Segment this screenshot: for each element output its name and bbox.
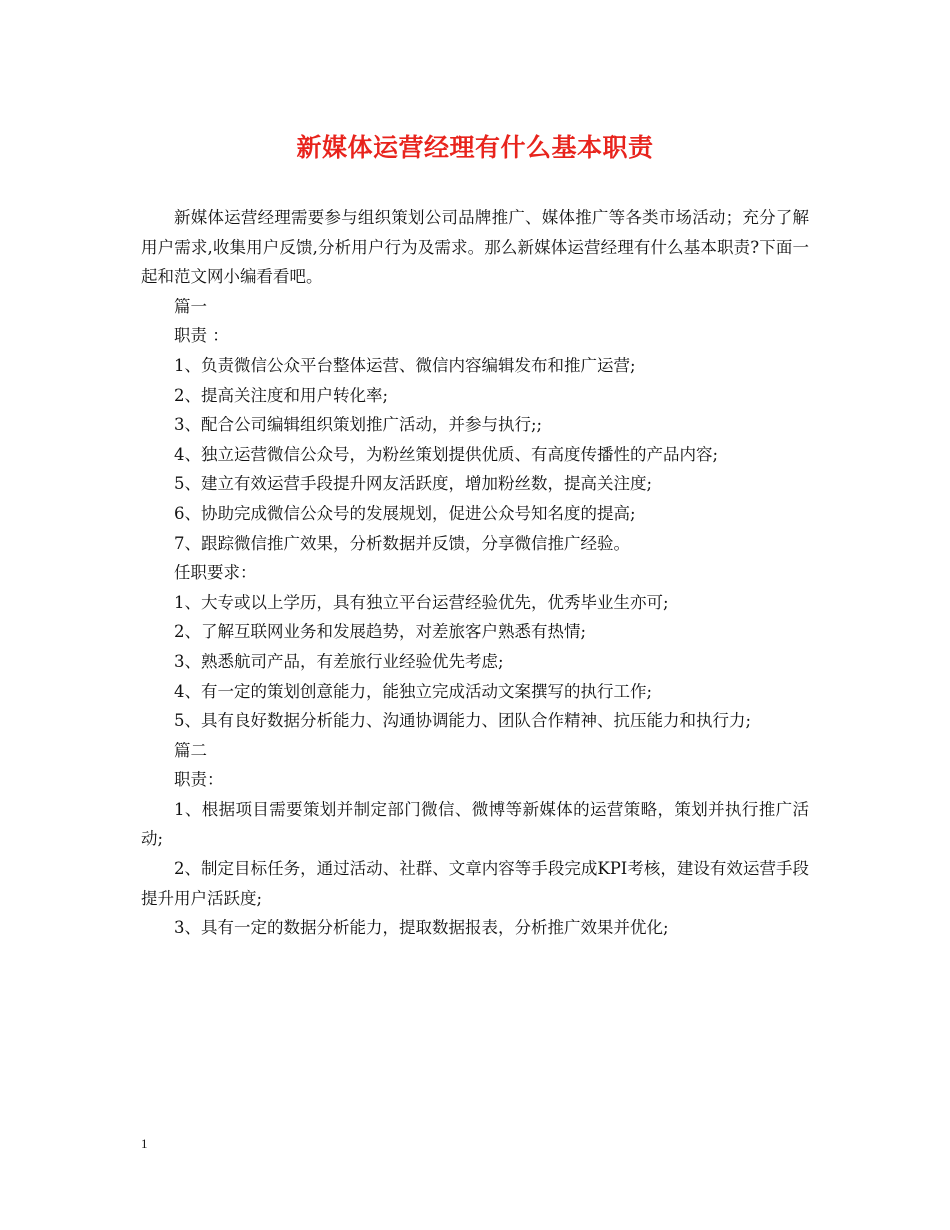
duty-item: 1、负责微信公众平台整体运营、微信内容编辑发布和推广运营; <box>174 355 636 375</box>
requirement-item: 3、熟悉航司产品，有差旅行业经验优先考虑; <box>174 651 504 671</box>
requirement-item: 5、具有良好数据分析能力、沟通协调能力、团队合作精神、抗压能力和执行力; <box>174 711 752 731</box>
duty-item: 6、协助完成微信公众号的发展规划，促进公众号知名度的提高; <box>174 503 636 523</box>
duty-item: 2、制定目标任务，通过活动、社群、文章内容等手段完成KPI考核，建设有效运营手段提升用户活跃度; <box>141 859 809 908</box>
requirements-heading: 任职要求： <box>174 563 257 583</box>
duty-item: 3、具有一定的数据分析能力，提取数据报表，分析推广效果并优化; <box>174 918 669 938</box>
requirement-item: 2、了解互联网业务和发展趋势，对差旅客户熟悉有热情; <box>174 622 587 642</box>
requirement-item: 1、大专或以上学历，具有独立平台运营经验优先，优秀毕业生亦可; <box>174 592 669 612</box>
page-number: 1 <box>141 1136 148 1151</box>
document-body <box>141 203 809 943</box>
duty-item: 1、根据项目需要策划并制定部门微信、微博等新媒体的运营策略，策划并执行推广活动; <box>141 799 809 849</box>
duty-item: 7、跟踪微信推广效果，分析数据并反馈，分享微信推广经验。 <box>174 533 630 553</box>
intro-paragraph: 新媒体运营经理需要参与组织策划公司品牌推广、媒体推广等各类市场活动；充分了解用户需求,收集用户反馈,分析用户行为及需求。那么新媒体运营经理有什么基本职责?下面一起和范文网小编看看吧。 <box>141 208 809 287</box>
duties-heading-2: 职责： <box>174 770 224 790</box>
duty-item: 4、独立运营微信公众号，为粉丝策划提供优质、有高度传播性的产品内容; <box>174 444 719 464</box>
duty-item: 2、提高关注度和用户转化率; <box>174 385 389 405</box>
duties-heading-1: 职责 ： <box>174 326 229 346</box>
page-title: 新媒体运营经理有什么基本职责 <box>296 133 654 162</box>
requirement-item: 4、有一定的策划创意能力，能独立完成活动文案撰写的执行工作; <box>174 681 653 701</box>
section-heading-2: 篇二 <box>174 740 207 760</box>
duty-item: 3、配合公司编辑组织策划推广活动，并参与执行;; <box>174 415 543 435</box>
section-heading-1: 篇一 <box>174 296 207 316</box>
duty-item: 5、建立有效运营手段提升网友活跃度，增加粉丝数，提高关注度; <box>174 474 653 494</box>
